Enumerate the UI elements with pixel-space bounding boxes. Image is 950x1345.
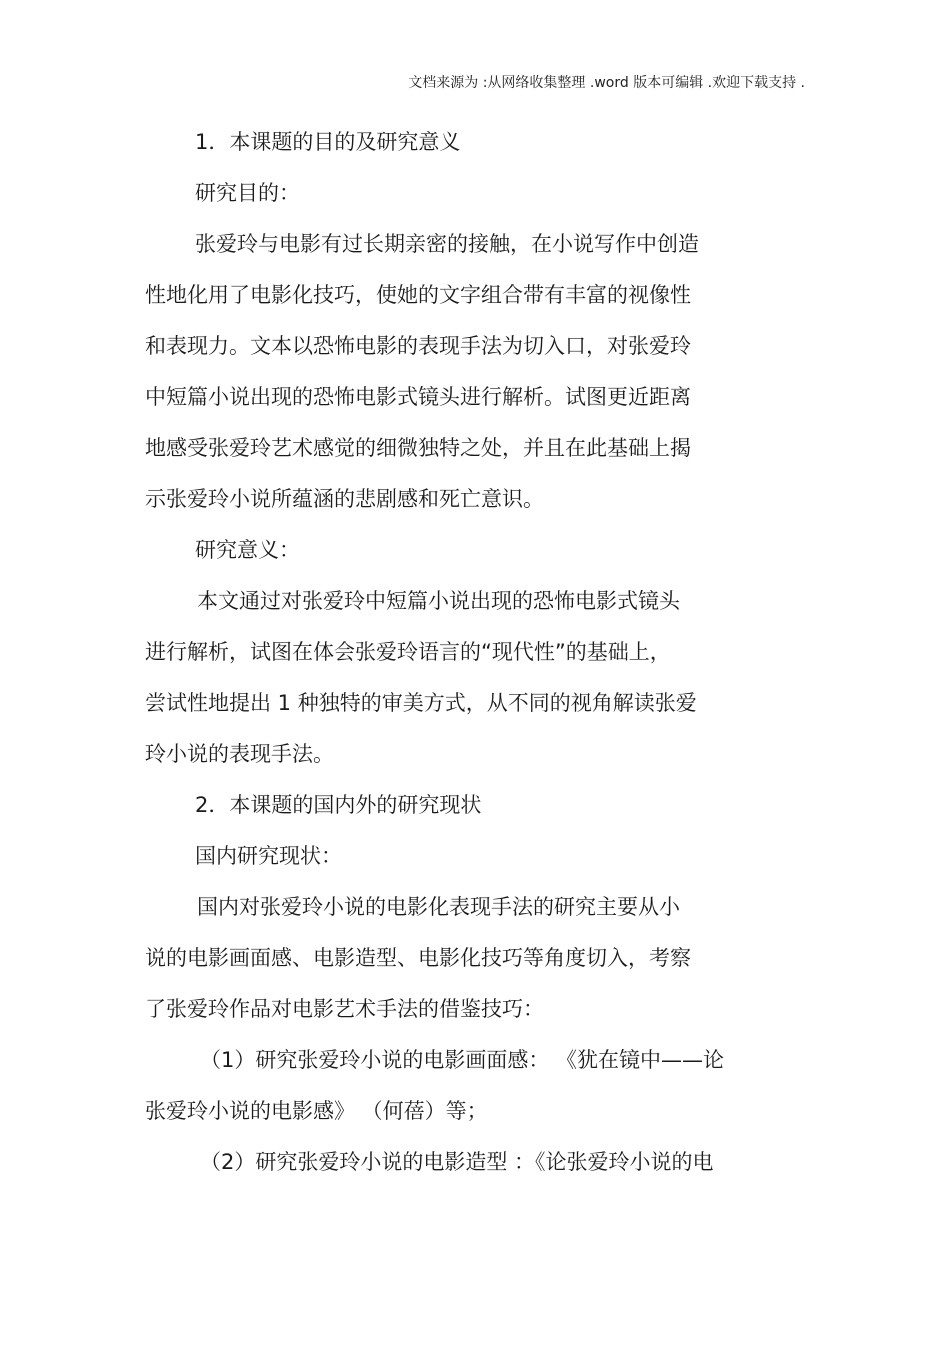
page-header-source-note: 文档来源为 :从网络收集整理 .word 版本可编辑 .欢迎下载支持 . xyxy=(408,75,805,91)
section-heading-1: 1．本课题的目的及研究意义 xyxy=(195,130,461,154)
paragraph-line: 地感受张爱玲艺术感觉的细微独特之处，并且在此基础上揭 xyxy=(145,436,691,460)
paragraph-line: 尝试性地提出 1 种独特的审美方式，从不同的视角解读张爱 xyxy=(145,691,697,715)
section-heading-2: 2．本课题的国内外的研究现状 xyxy=(195,793,482,817)
paragraph-line: 示张爱玲小说所蕴涵的悲剧感和死亡意识。 xyxy=(145,487,544,511)
subheading-domestic-research: 国内研究现状： xyxy=(195,844,342,868)
paragraph-line: 中短篇小说出现的恐怖电影式镜头进行解析。试图更近距离 xyxy=(145,385,691,409)
list-item-2: （2）研究张爱玲小说的电影造型 ：《论张爱玲小说的电 xyxy=(200,1150,714,1174)
list-item-1: （1）研究张爱玲小说的电影画面感： 《犹在镜中——论 xyxy=(200,1048,725,1072)
paragraph-line: 说的电影画面感、电影造型、电影化技巧等角度切入，考察 xyxy=(145,946,691,970)
list-item-1-continued: 张爱玲小说的电影感》 （何蓓）等； xyxy=(145,1099,488,1123)
paragraph-line: 本文通过对张爱玲中短篇小说出现的恐怖电影式镜头 xyxy=(197,589,680,613)
paragraph-line: 了张爱玲作品对电影艺术手法的借鉴技巧： xyxy=(145,997,544,1021)
subheading-research-purpose: 研究目的： xyxy=(195,181,300,205)
paragraph-line: 玲小说的表现手法。 xyxy=(145,742,334,766)
paragraph-line: 国内对张爱玲小说的电影化表现手法的研究主要从小 xyxy=(197,895,680,919)
subheading-research-significance: 研究意义： xyxy=(195,538,300,562)
paragraph-line: 和表现力。文本以恐怖电影的表现手法为切入口，对张爱玲 xyxy=(145,334,691,358)
paragraph-line: 进行解析，试图在体会张爱玲语言的“现代性”的基础上， xyxy=(145,640,671,664)
paragraph-line: 张爱玲与电影有过长期亲密的接触，在小说写作中创造 xyxy=(195,232,699,256)
paragraph-line: 性地化用了电影化技巧，使她的文字组合带有丰富的视像性 xyxy=(145,283,691,307)
